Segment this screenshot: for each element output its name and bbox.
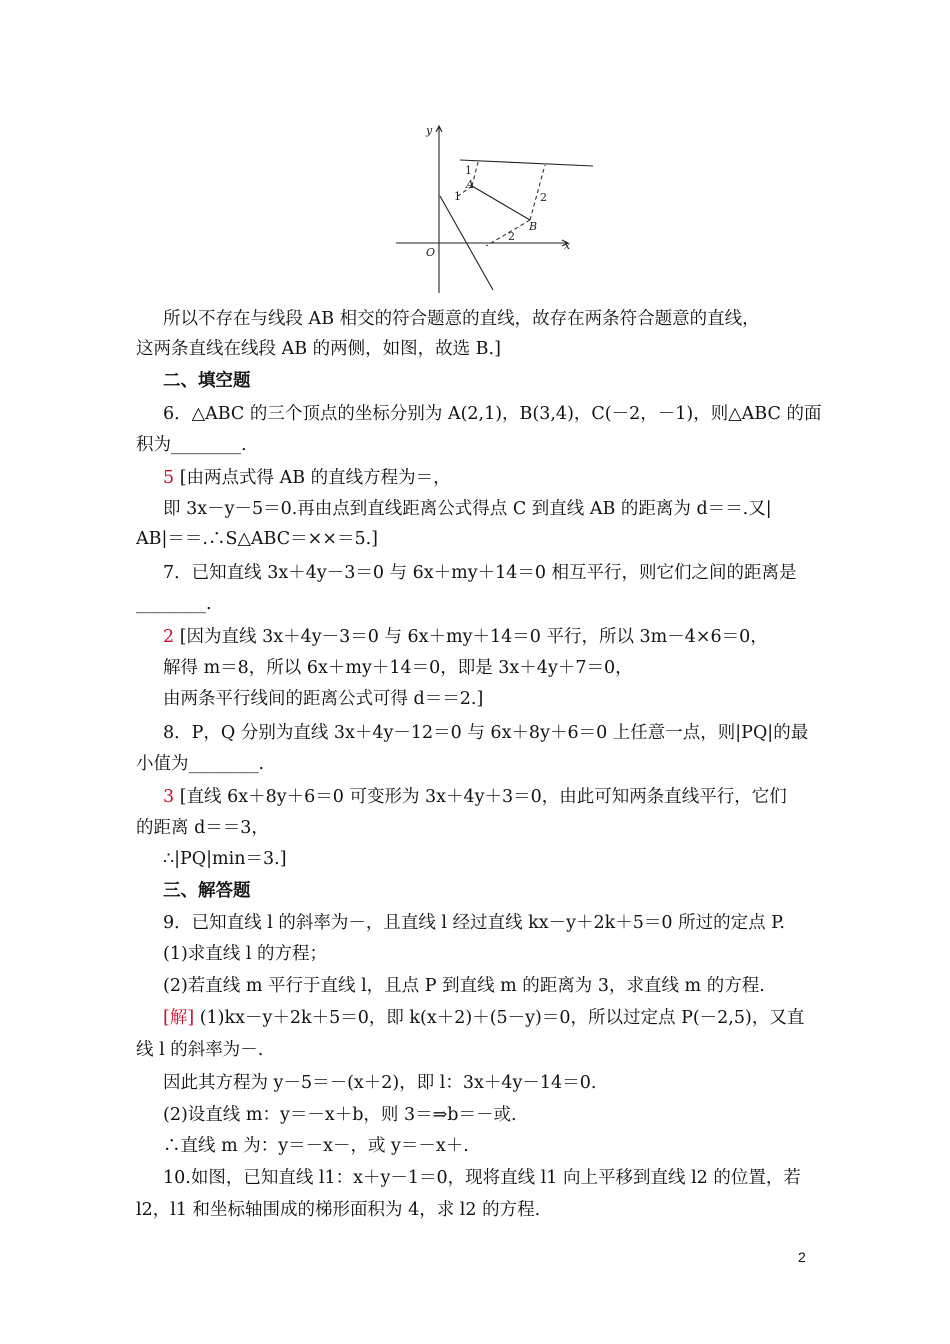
text-line xyxy=(0,1039,950,1061)
text-line xyxy=(0,434,950,456)
line-text: 积为________. xyxy=(136,435,247,455)
line-text: 10.如图，已知直线 l1：x＋y－1＝0，现将直线 l1 向上平移到直线 l2 的位置，若 xyxy=(163,1168,801,1188)
answer-mark: 2 xyxy=(163,627,175,647)
point-a-label: A xyxy=(466,178,474,191)
line-text: 由两条平行线间的距离公式可得 d＝＝2.] xyxy=(163,689,484,709)
text-line xyxy=(0,688,950,710)
line-text: 的距离 d＝＝3， xyxy=(136,818,269,838)
text-line xyxy=(0,338,950,360)
line-text: [因为直线 3x＋4y－3＝0 与 6x＋my＋14＝0 平行，所以 3m－4×6＝0， xyxy=(174,627,768,647)
line-text: 小值为________. xyxy=(136,754,265,774)
text-line xyxy=(0,403,950,425)
line-text: 因此其方程为 y－5＝－(x＋2)，即 l：3x＋4y－14＝0. xyxy=(163,1073,597,1093)
line-above-ab xyxy=(460,160,593,166)
line-text: AB|＝＝.∴S△ABC＝××＝5.] xyxy=(136,529,378,549)
text-line xyxy=(0,943,950,965)
text-line xyxy=(0,1199,950,1221)
text-line xyxy=(0,912,950,934)
text-line xyxy=(0,562,950,584)
line-text: 8．P，Q 分别为直线 3x＋4y－12＝0 与 6x＋8y＋6＝0 上任意一点，则|PQ|的最 xyxy=(163,723,809,743)
text-line xyxy=(0,467,950,489)
text-line xyxy=(0,1104,950,1126)
text-line xyxy=(0,498,950,520)
line-text: (2)设直线 m：y＝－x＋b，则 3＝⇒b＝－或. xyxy=(163,1105,517,1125)
line-text: 线 l 的斜率为－. xyxy=(136,1040,264,1060)
text-line xyxy=(0,817,950,839)
text-line xyxy=(0,786,950,808)
segment-ab xyxy=(472,186,530,220)
line-text: (2)若直线 m 平行于直线 l，且点 P 到直线 m 的距离为 3，求直线 m 的方程. xyxy=(163,976,765,996)
line-text: (1)kx－y＋2k＋5＝0，即 k(x＋2)＋(5－y)＝0，所以过定点 P(－2,5)，又直 xyxy=(194,1008,805,1028)
text-line xyxy=(0,370,950,392)
line-text: 这两条直线在线段 AB 的两侧，如图，故选 B.] xyxy=(136,339,501,359)
line-text: l2，l1 和坐标轴围成的梯形面积为 4，求 l2 的方程. xyxy=(136,1200,541,1220)
distance-label: 1 xyxy=(465,164,472,177)
line-text: 所以不存在与线段 AB 相交的符合题意的直线，故存在两条符合题意的直线， xyxy=(163,309,760,329)
distance-label: 1 xyxy=(454,190,461,203)
line-text: ∴|PQ|min＝3.] xyxy=(163,849,287,869)
text-line xyxy=(0,1072,950,1094)
text-line xyxy=(0,657,950,679)
line-text: (1)求直线 l 的方程； xyxy=(163,944,328,964)
line-text: 即 3x－y－5＝0.再由点到直线距离公式得点 C 到直线 AB 的距离为 d＝＝.又| xyxy=(163,499,772,519)
answer-mark: 3 xyxy=(163,787,175,807)
page-number: 2 xyxy=(798,1249,806,1265)
x-axis-label: x xyxy=(564,239,571,252)
text-line xyxy=(0,593,950,615)
line-text: 9．已知直线 l 的斜率为－，且直线 l 经过直线 kx－y＋2k＋5＝0 所过的定点 P. xyxy=(163,913,785,933)
text-line xyxy=(0,880,950,902)
y-axis-label: y xyxy=(426,124,433,137)
text-line xyxy=(0,1007,950,1029)
text-line xyxy=(0,308,950,330)
line-text: 7．已知直线 3x＋4y－3＝0 与 6x＋my＋14＝0 相互平行，则它们之间的距离是 xyxy=(163,563,797,583)
text-line xyxy=(0,626,950,648)
coordinate-figure xyxy=(388,118,598,298)
text-line xyxy=(0,528,950,550)
line-text: 6．△ABC 的三个顶点的坐标分别为 A(2,1)，B(3,4)，C(－2，－1)，则△ABC 的面 xyxy=(163,404,822,424)
text-line xyxy=(0,722,950,744)
line-text: [由两点式得 AB 的直线方程为＝， xyxy=(174,468,451,488)
distance-label: 2 xyxy=(508,230,515,243)
distance-label: 2 xyxy=(540,191,547,204)
origin-label: O xyxy=(426,246,436,259)
line-text: 二、填空题 xyxy=(163,371,251,391)
line-text: 三、解答题 xyxy=(163,881,251,901)
text-line xyxy=(0,975,950,997)
text-line xyxy=(0,1167,950,1189)
line-text: ∴直线 m 为：y＝－x－，或 y＝－x＋. xyxy=(163,1136,469,1156)
text-line xyxy=(0,753,950,775)
line-text: 解得 m＝8，所以 6x＋my＋14＝0，即是 3x＋4y＋7＝0， xyxy=(163,658,633,678)
text-line xyxy=(0,848,950,870)
line-text: ________. xyxy=(136,594,212,614)
point-b-label: B xyxy=(529,220,538,233)
answer-mark: 5 xyxy=(163,468,175,488)
line-text: [直线 6x＋8y＋6＝0 可变形为 3x＋4y＋3＝0，由此可知两条直线平行，它们 xyxy=(174,787,787,807)
text-line xyxy=(0,1135,950,1157)
answer-mark: [解] xyxy=(163,1008,195,1028)
